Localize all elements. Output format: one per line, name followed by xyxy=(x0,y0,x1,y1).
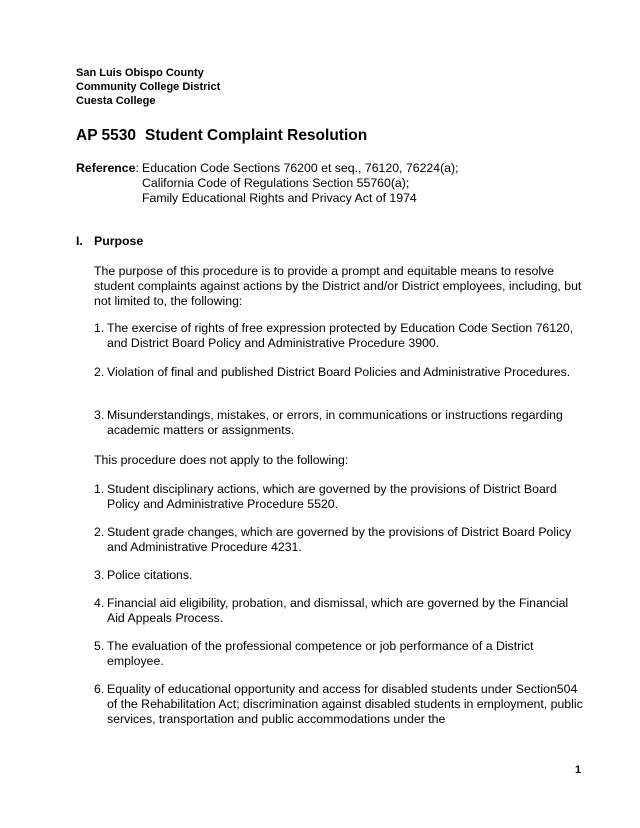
item-text: Misunderstandings, mistakes, or errors, in communications or instructions regarding academic matters or assignments. xyxy=(107,408,563,438)
item-text: Financial aid eligibility, probation, and dismissal, which are governed by the Financial Aid Appeals Process. xyxy=(107,596,569,626)
item-text: The evaluation of the professional competence or job performance of a District employee. xyxy=(107,639,534,669)
item-number: 3. xyxy=(94,568,105,582)
header-county: San Luis Obispo County xyxy=(76,67,204,79)
item-number: 6. xyxy=(94,682,105,696)
item-text: Violation of final and published District Board Policies and Administrative Procedures. xyxy=(107,365,571,379)
title-text: Student Complaint Resolution xyxy=(145,127,368,144)
item-number: 2. xyxy=(94,365,105,379)
header-college: Cuesta College xyxy=(76,95,156,107)
item-number: 5. xyxy=(94,639,105,653)
reference-separator: : xyxy=(135,161,139,175)
list-item xyxy=(94,682,584,728)
exclusion-intro: This procedure does not apply to the following: xyxy=(94,453,349,467)
item-text: Police citations. xyxy=(107,568,193,582)
reference-line: Education Code Sections 76200 et seq., 76120, 76224(a); xyxy=(142,161,459,175)
item-number: 1. xyxy=(94,482,105,496)
list-item xyxy=(94,482,584,512)
document-title xyxy=(76,127,367,145)
list-item xyxy=(94,639,584,669)
purpose-intro: The purpose of this procedure is to provide a prompt and equitable means to resolve student complaints against actions by the District and/or District employees, including, but not limited to, the following: xyxy=(94,264,582,309)
page-number: 1 xyxy=(575,764,582,776)
item-text: Student disciplinary actions, which are governed by the provisions of District Board Policy and Administrative Procedure 5520. xyxy=(107,482,557,512)
item-number: 3. xyxy=(94,408,105,422)
institution-header xyxy=(76,66,220,108)
header-district: Community College District xyxy=(76,81,221,93)
list-item xyxy=(94,596,584,626)
list-item xyxy=(94,321,584,351)
item-number: 1. xyxy=(94,321,105,335)
list-item xyxy=(94,525,584,555)
reference-lines xyxy=(142,161,459,207)
section-roman: I. xyxy=(76,234,83,248)
section-title: Purpose xyxy=(94,234,144,248)
item-number: 2. xyxy=(94,525,105,539)
item-text: Equality of educational opportunity and access for disabled students under Section504 of the Rehabilitation Act; discrimination against disabled students in employment, public services, transportation and public accommodations under the xyxy=(107,682,583,727)
reference-label-wrap xyxy=(76,161,139,176)
reference-line: California Code of Regulations Section 55760(a); xyxy=(142,176,410,191)
section-heading xyxy=(76,234,143,248)
list-item xyxy=(94,365,584,380)
reference-label: Reference xyxy=(76,161,136,175)
title-number: AP 5530 xyxy=(76,127,137,144)
reference-line: Family Educational Rights and Privacy Act of 1974 xyxy=(142,191,417,206)
item-number: 4. xyxy=(94,596,105,610)
item-text: The exercise of rights of free expression protected by Education Code Section 76120, and District Board Policy and Administrative Procedure 3900. xyxy=(107,321,574,351)
item-text: Student grade changes, which are governed by the provisions of District Board Policy and Administrative Procedure 4231. xyxy=(107,525,572,555)
list-item xyxy=(94,568,584,583)
list-item xyxy=(94,408,584,438)
